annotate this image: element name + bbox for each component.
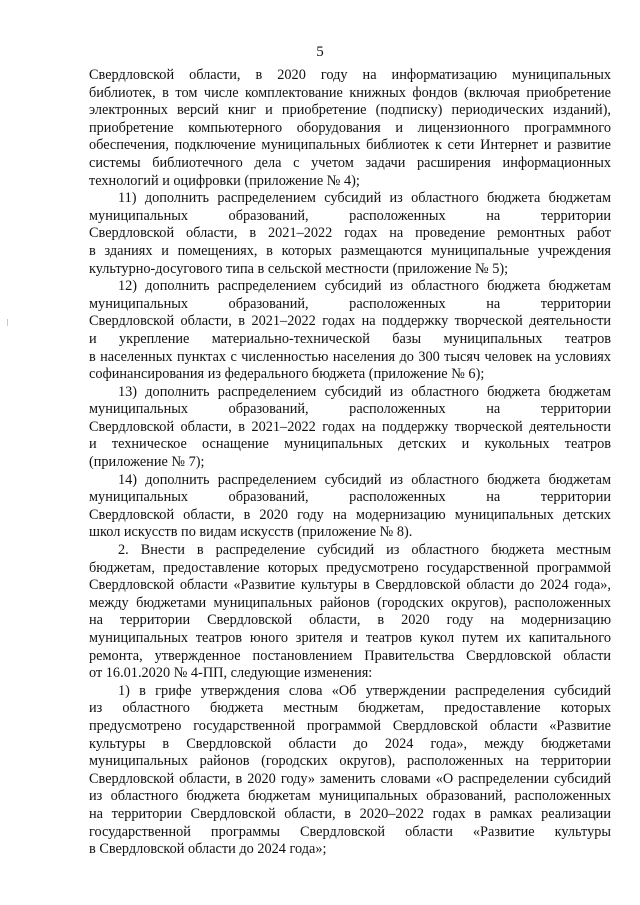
text-line: в Свердловской области до 2024 года»;	[89, 841, 327, 858]
text-line: Свердловской области «Развитие культуры в Свердловской области до 2024 года»,	[89, 577, 611, 594]
paragraph	[89, 384, 611, 472]
text-line: на территории Свердловской области, в 2020–2022 годах в рамках реализации	[89, 805, 611, 822]
text-line: технологий и оцифровки (приложение № 4);	[89, 172, 360, 189]
paragraph	[89, 683, 611, 859]
text-line: в населенных пунктах с численностью населения до 300 тысяч человек на условиях	[89, 348, 611, 365]
text-line: электронных версий книг и приобретение (подписку) периодических изданий),	[89, 102, 611, 119]
text-line: Свердловской области, в 2021–2022 годах на поддержку творческой деятельности	[89, 313, 611, 330]
text-line: 13) дополнить распределением субсидий из областного бюджета бюджетам	[118, 383, 611, 400]
text-line: (приложение № 7);	[89, 454, 205, 471]
text-line: между бюджетами муниципальных районов (городских округов), расположенных	[89, 594, 611, 611]
text-line: 1) в грифе утверждения слова «Об утверждении распределения субсидий	[118, 682, 611, 699]
text-line: муниципальных театров юного зрителя и театров кукол путем их капитального	[89, 630, 611, 646]
text-line: государственной программы Свердловской области «Развитие культуры	[89, 823, 611, 840]
paragraph	[89, 67, 611, 190]
text-line: культуры в Свердловской области до 2024 года», между бюджетами	[89, 735, 611, 752]
text-line: 14) дополнить распределением субсидий из областного бюджета бюджетам	[118, 471, 611, 488]
text-line: библиотек, в том числе комплектование книжных фондов (включая приобретение	[89, 84, 611, 101]
text-line: муниципальных образований, расположенных на территории	[89, 295, 611, 312]
text-line: муниципальных районов (городских округов), расположенных на территории	[89, 753, 611, 770]
text-line: на территории Свердловской области, в 2020 году на модернизацию	[89, 612, 611, 629]
page-number: 5	[316, 44, 324, 60]
text-line: муниципальных образований, расположенных на территории	[89, 207, 611, 224]
text-line: Свердловской области, в 2021–2022 годах на поддержку творческой деятельности	[89, 418, 611, 435]
text-line: Свердловской области, в 2020 году» заменить словами «О распределении субсидий	[89, 770, 611, 787]
text-line: ремонта, утвержденное постановлением Правительства Свердловской области	[89, 647, 611, 664]
paragraph	[89, 278, 611, 384]
text-line: от 16.01.2020 № 4-ПП, следующие изменения:	[89, 665, 373, 682]
text-line: и техническое оснащение муниципальных детских и кукольных театров	[89, 436, 611, 453]
text-line: Свердловской области, в 2021–2022 годах на проведение ремонтных работ	[89, 225, 611, 242]
document-body	[89, 67, 611, 859]
text-line: культурно-досугового типа в сельской местности (приложение № 5);	[89, 260, 509, 277]
text-line: софинансирования из федерального бюджета (приложение № 6);	[89, 366, 485, 383]
text-line: муниципальных образований, расположенных на территории	[89, 489, 611, 506]
text-line: 11) дополнить распределением субсидий из областного бюджета бюджетам	[118, 190, 611, 207]
text-line: Свердловской области, в 2020 году на информатизацию муниципальных	[89, 67, 611, 83]
text-line: в зданиях и помещениях, в которых размещаются муниципальные учреждения	[89, 242, 611, 259]
text-line: предусмотрено государственной программой Свердловской области «Развитие	[89, 717, 611, 734]
text-line: из областного бюджета бюджетам муниципальных образований, расположенных	[89, 788, 611, 805]
text-line: школ искусств по видам искусств (приложение № 8).	[89, 524, 413, 541]
text-line: Свердловской области, в 2020 году на модернизацию муниципальных детских	[89, 506, 611, 523]
text-line: 2. Внести в распределение субсидий из областного бюджета местным	[118, 542, 611, 559]
paragraph	[89, 472, 611, 542]
margin-mark	[7, 319, 8, 326]
text-line: из областного бюджета местным бюджетам, предоставление которых	[89, 700, 611, 717]
text-line: и укрепление материально-технической базы муниципальных театров	[89, 330, 611, 347]
text-line: 12) дополнить распределением субсидий из областного бюджета бюджетам	[118, 278, 611, 295]
text-line: системы библиотечного дела с учетом задачи расширения информационных	[89, 154, 611, 171]
text-line: приобретение компьютерного оборудования и лицензионного программного	[89, 119, 611, 136]
text-line: обеспечения, подключение муниципальных библиотек к сети Интернет и развитие	[89, 137, 611, 154]
paragraph	[89, 542, 611, 683]
text-line: муниципальных образований, расположенных на территории	[89, 401, 611, 418]
paragraph	[89, 190, 611, 278]
text-line: бюджетам, предоставление которых предусмотрено государственной программой	[89, 559, 611, 576]
